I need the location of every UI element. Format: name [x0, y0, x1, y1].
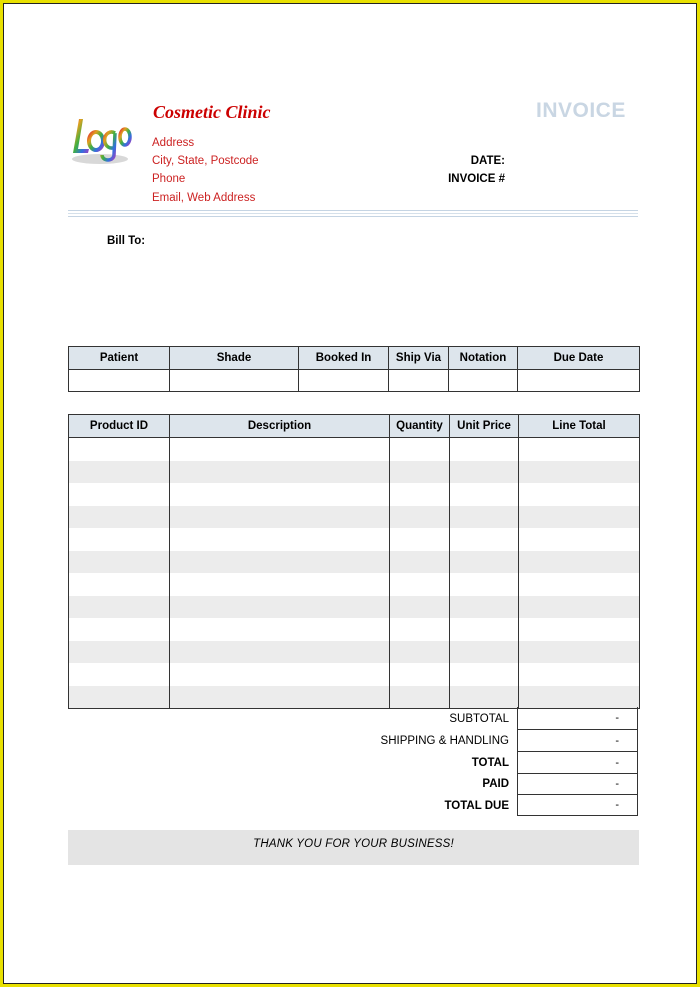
header-due-date: Due Date — [518, 347, 640, 370]
totals-values — [517, 707, 639, 815]
unit-price-cell[interactable] — [450, 506, 519, 529]
product-id-cell[interactable] — [69, 483, 170, 506]
header-product-id: Product ID — [69, 415, 170, 438]
line-item-row — [69, 461, 640, 484]
unit-price-cell[interactable] — [450, 663, 519, 686]
description-cell[interactable] — [170, 438, 390, 461]
unit-price-cell[interactable] — [450, 551, 519, 574]
bill-to-area[interactable] — [153, 233, 453, 323]
line-total-cell[interactable] — [519, 641, 640, 664]
product-id-cell[interactable] — [69, 663, 170, 686]
header-booked-in: Booked In — [299, 347, 389, 370]
line-items-header-row — [69, 415, 640, 438]
description-cell[interactable] — [170, 506, 390, 529]
line-item-row — [69, 618, 640, 641]
patient-cell[interactable] — [69, 370, 170, 392]
header-patient: Patient — [69, 347, 170, 370]
subtotal-label: SUBTOTAL — [449, 713, 509, 725]
line-item-row — [69, 483, 640, 506]
header-unit-price: Unit Price — [450, 415, 519, 438]
unit-price-cell[interactable] — [450, 438, 519, 461]
unit-price-cell[interactable] — [450, 573, 519, 596]
product-id-cell[interactable] — [69, 618, 170, 641]
description-cell[interactable] — [170, 551, 390, 574]
line-total-cell[interactable] — [519, 618, 640, 641]
unit-price-cell[interactable] — [450, 461, 519, 484]
product-id-cell[interactable] — [69, 438, 170, 461]
quantity-cell[interactable] — [390, 528, 450, 551]
invoice-title: INVOICE — [536, 99, 626, 122]
header-line-total: Line Total — [519, 415, 640, 438]
product-id-cell[interactable] — [69, 528, 170, 551]
total-due-value[interactable]: - — [517, 795, 638, 816]
shade-cell[interactable] — [170, 370, 299, 392]
product-id-cell[interactable] — [69, 551, 170, 574]
line-item-row — [69, 573, 640, 596]
header-ship-via: Ship Via — [389, 347, 449, 370]
company-name: Cosmetic Clinic — [153, 102, 271, 122]
product-id-cell[interactable] — [69, 596, 170, 619]
description-cell[interactable] — [170, 596, 390, 619]
subtotal-value[interactable]: - — [517, 707, 638, 730]
line-total-cell[interactable] — [519, 573, 640, 596]
quantity-cell[interactable] — [390, 618, 450, 641]
line-total-cell[interactable] — [519, 528, 640, 551]
description-cell[interactable] — [170, 618, 390, 641]
quantity-cell[interactable] — [390, 461, 450, 484]
product-id-cell[interactable] — [69, 461, 170, 484]
invoice-number-value[interactable] — [513, 171, 637, 187]
line-item-row — [69, 596, 640, 619]
product-id-cell[interactable] — [69, 686, 170, 709]
description-cell[interactable] — [170, 528, 390, 551]
due-date-cell[interactable] — [518, 370, 640, 392]
quantity-cell[interactable] — [390, 573, 450, 596]
unit-price-cell[interactable] — [450, 641, 519, 664]
thank-you-banner: THANK YOU FOR YOUR BUSINESS! — [68, 830, 639, 865]
line-total-cell[interactable] — [519, 663, 640, 686]
company-phone: Phone — [152, 173, 186, 185]
date-label: DATE: — [470, 155, 505, 167]
company-logo — [67, 107, 133, 173]
unit-price-cell[interactable] — [450, 686, 519, 709]
unit-price-cell[interactable] — [450, 483, 519, 506]
header-notation: Notation — [449, 347, 518, 370]
unit-price-cell[interactable] — [450, 596, 519, 619]
quantity-cell[interactable] — [390, 506, 450, 529]
company-city-state-postcode: City, State, Postcode — [152, 155, 259, 167]
line-item-row — [69, 551, 640, 574]
quantity-cell[interactable] — [390, 686, 450, 709]
bill-to-label: Bill To: — [107, 235, 146, 247]
line-item-row — [69, 686, 640, 709]
quantity-cell[interactable] — [390, 438, 450, 461]
quantity-cell[interactable] — [390, 596, 450, 619]
invoice-number-label: INVOICE # — [448, 173, 505, 185]
description-cell[interactable] — [170, 483, 390, 506]
company-email-web: Email, Web Address — [152, 192, 256, 204]
unit-price-cell[interactable] — [450, 618, 519, 641]
booked-in-cell[interactable] — [299, 370, 389, 392]
line-item-row — [69, 528, 640, 551]
quantity-cell[interactable] — [390, 641, 450, 664]
description-cell[interactable] — [170, 461, 390, 484]
unit-price-cell[interactable] — [450, 528, 519, 551]
line-item-row — [69, 438, 640, 461]
header-description: Description — [170, 415, 390, 438]
product-id-cell[interactable] — [69, 641, 170, 664]
shipping-handling-label: SHIPPING & HANDLING — [380, 735, 509, 747]
description-cell[interactable] — [170, 686, 390, 709]
line-total-cell[interactable] — [519, 461, 640, 484]
description-cell[interactable] — [170, 641, 390, 664]
order-info-table — [68, 346, 640, 392]
product-id-cell[interactable] — [69, 506, 170, 529]
total-due-label: TOTAL DUE — [444, 800, 509, 812]
description-cell[interactable] — [170, 573, 390, 596]
header-shade: Shade — [170, 347, 299, 370]
line-item-row — [69, 663, 640, 686]
paid-value[interactable]: - — [517, 774, 638, 795]
header-divider — [68, 210, 638, 217]
product-id-cell[interactable] — [69, 573, 170, 596]
line-total-cell[interactable] — [519, 551, 640, 574]
total-value[interactable]: - — [517, 752, 638, 774]
order-info-row — [69, 370, 640, 392]
quantity-cell[interactable] — [390, 663, 450, 686]
total-label: TOTAL — [471, 757, 509, 769]
line-total-cell[interactable] — [519, 506, 640, 529]
line-total-cell[interactable] — [519, 596, 640, 619]
line-item-row — [69, 506, 640, 529]
line-items-table — [68, 414, 640, 709]
quantity-cell[interactable] — [390, 483, 450, 506]
ship-via-cell[interactable] — [389, 370, 449, 392]
description-cell[interactable] — [170, 663, 390, 686]
paid-label: PAID — [482, 778, 509, 790]
shipping-handling-value[interactable]: - — [517, 730, 638, 752]
header-quantity: Quantity — [390, 415, 450, 438]
line-total-cell[interactable] — [519, 686, 640, 709]
line-total-cell[interactable] — [519, 483, 640, 506]
line-total-cell[interactable] — [519, 438, 640, 461]
order-info-header-row — [69, 347, 640, 370]
quantity-cell[interactable] — [390, 551, 450, 574]
date-value[interactable] — [513, 153, 637, 169]
line-item-row — [69, 641, 640, 664]
company-address: Address — [152, 137, 195, 149]
notation-cell[interactable] — [449, 370, 518, 392]
